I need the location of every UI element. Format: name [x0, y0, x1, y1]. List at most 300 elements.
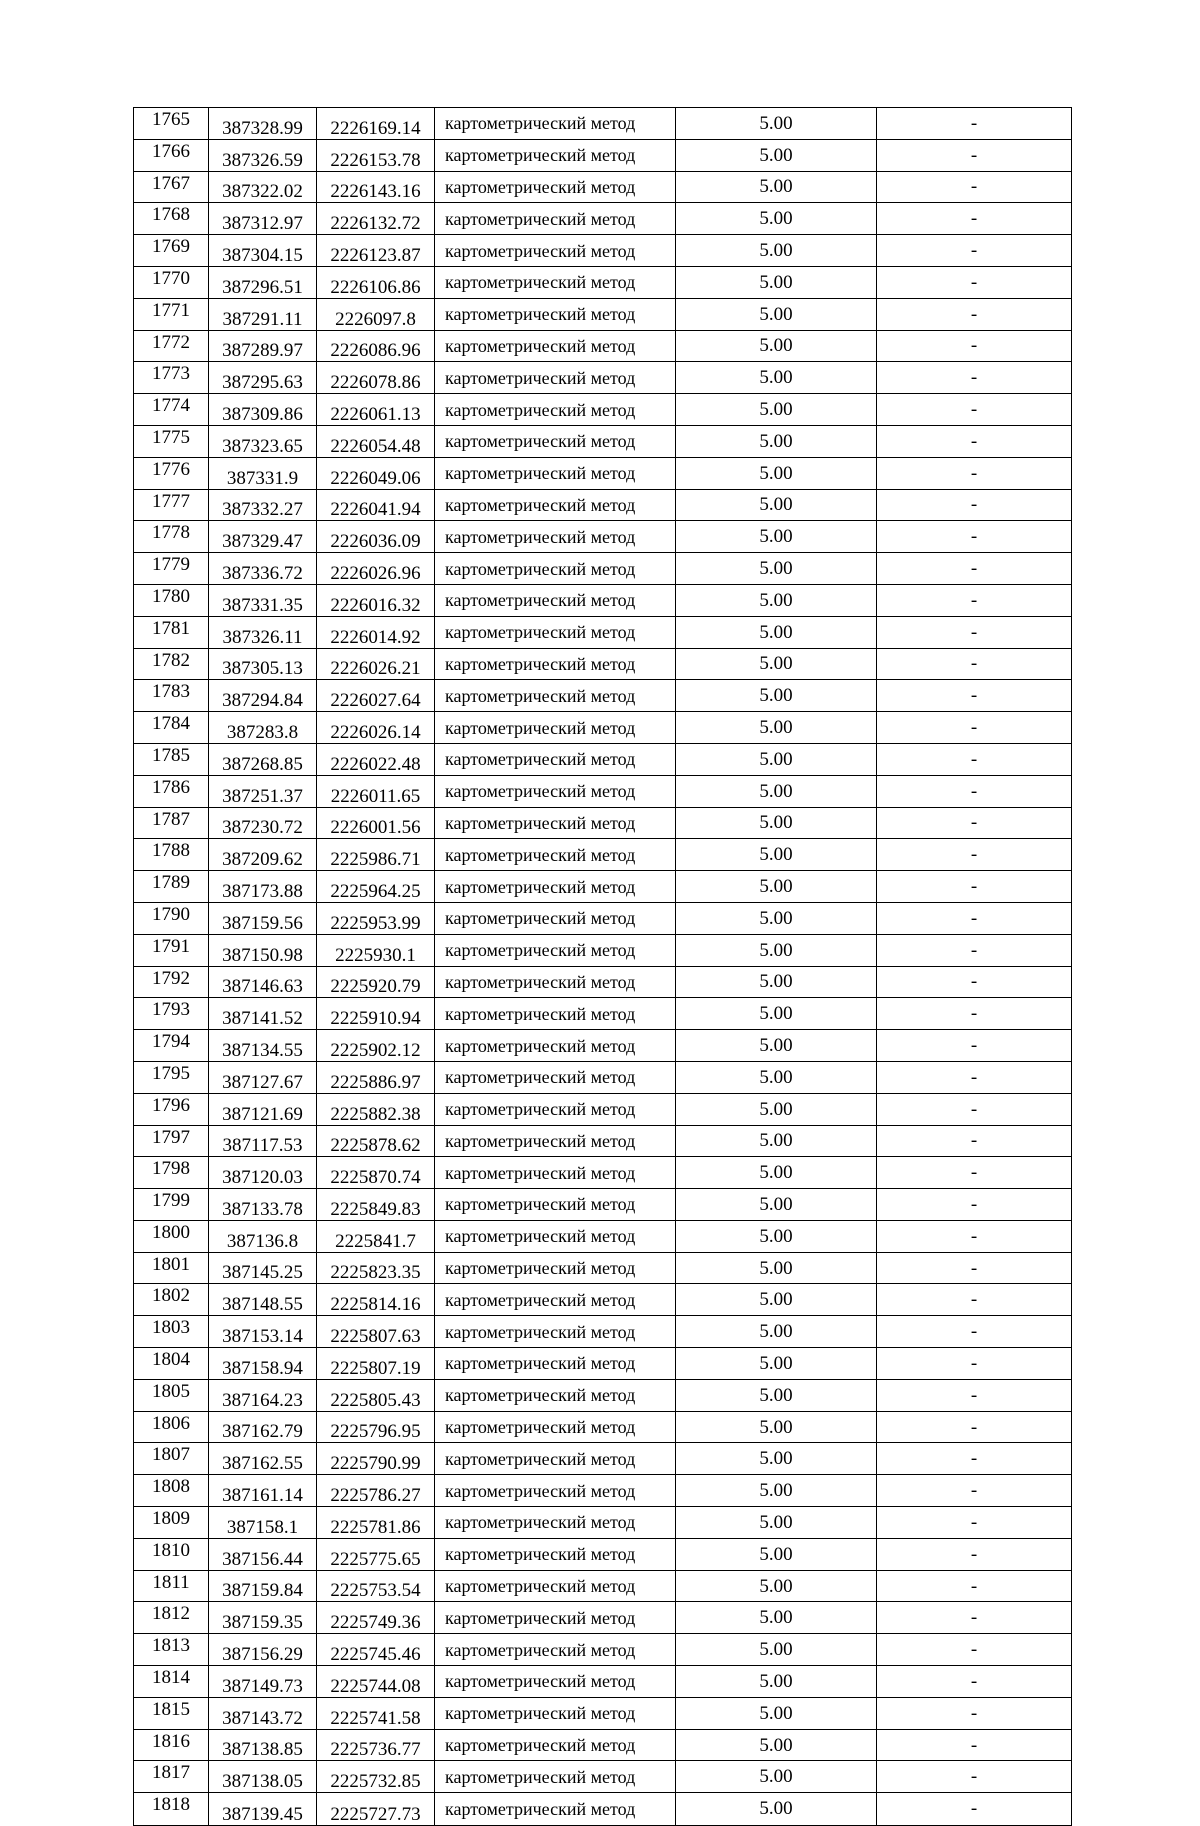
x-coordinate-cell: 387336.72: [209, 553, 317, 585]
accuracy-cell: 5.00: [676, 1475, 877, 1507]
accuracy-cell: 5.00: [676, 425, 877, 457]
note-cell: -: [877, 1411, 1072, 1443]
table-row: [134, 171, 1072, 203]
accuracy-cell: 5.00: [676, 584, 877, 616]
method-cell: картометрический метод: [435, 902, 676, 934]
table-row: [134, 298, 1072, 330]
table-row: [134, 871, 1072, 903]
point-number-cell: 1797: [134, 1125, 209, 1157]
y-coordinate-cell: 2226054.48: [317, 425, 435, 457]
y-coordinate-cell: 2226026.96: [317, 553, 435, 585]
point-number-cell: 1801: [134, 1252, 209, 1284]
point-number-cell: 1813: [134, 1634, 209, 1666]
accuracy-cell: 5.00: [676, 807, 877, 839]
x-coordinate-cell: 387159.35: [209, 1602, 317, 1634]
x-coordinate-cell: 387309.86: [209, 394, 317, 426]
point-number-cell: 1788: [134, 839, 209, 871]
accuracy-cell: 5.00: [676, 1761, 877, 1793]
y-coordinate-cell: 2226086.96: [317, 330, 435, 362]
y-coordinate-cell: 2226169.14: [317, 108, 435, 140]
x-coordinate-cell: 387294.84: [209, 680, 317, 712]
point-number-cell: 1812: [134, 1602, 209, 1634]
y-coordinate-cell: 2226026.21: [317, 648, 435, 680]
point-number-cell: 1791: [134, 934, 209, 966]
accuracy-cell: 5.00: [676, 457, 877, 489]
note-cell: -: [877, 203, 1072, 235]
table-row: [134, 1697, 1072, 1729]
note-cell: -: [877, 1379, 1072, 1411]
point-number-cell: 1786: [134, 775, 209, 807]
table-row: [134, 966, 1072, 998]
coordinates-table-body: [134, 108, 1072, 1826]
table-row: [134, 1411, 1072, 1443]
y-coordinate-cell: 2225749.36: [317, 1602, 435, 1634]
y-coordinate-cell: 2225870.74: [317, 1157, 435, 1189]
table-row: [134, 1189, 1072, 1221]
x-coordinate-cell: 387149.73: [209, 1666, 317, 1698]
x-coordinate-cell: 387117.53: [209, 1125, 317, 1157]
table-row: [134, 362, 1072, 394]
method-cell: картометрический метод: [435, 330, 676, 362]
method-cell: картометрический метод: [435, 489, 676, 521]
y-coordinate-cell: 2225796.95: [317, 1411, 435, 1443]
accuracy-cell: 5.00: [676, 1697, 877, 1729]
note-cell: -: [877, 839, 1072, 871]
method-cell: картометрический метод: [435, 362, 676, 394]
x-coordinate-cell: 387268.85: [209, 743, 317, 775]
x-coordinate-cell: 387162.79: [209, 1411, 317, 1443]
y-coordinate-cell: 2226001.56: [317, 807, 435, 839]
accuracy-cell: 5.00: [676, 139, 877, 171]
x-coordinate-cell: 387305.13: [209, 648, 317, 680]
table-row: [134, 521, 1072, 553]
note-cell: -: [877, 902, 1072, 934]
table-row: [134, 489, 1072, 521]
note-cell: -: [877, 1061, 1072, 1093]
x-coordinate-cell: 387127.67: [209, 1061, 317, 1093]
method-cell: картометрический метод: [435, 394, 676, 426]
x-coordinate-cell: 387329.47: [209, 521, 317, 553]
table-row: [134, 584, 1072, 616]
note-cell: -: [877, 1729, 1072, 1761]
accuracy-cell: 5.00: [676, 712, 877, 744]
note-cell: -: [877, 1793, 1072, 1826]
note-cell: -: [877, 1697, 1072, 1729]
table-row: [134, 266, 1072, 298]
method-cell: картометрический метод: [435, 298, 676, 330]
point-number-cell: 1803: [134, 1316, 209, 1348]
y-coordinate-cell: 2225920.79: [317, 966, 435, 998]
note-cell: -: [877, 1538, 1072, 1570]
method-cell: картометрический метод: [435, 1793, 676, 1826]
y-coordinate-cell: 2226143.16: [317, 171, 435, 203]
method-cell: картометрический метод: [435, 584, 676, 616]
accuracy-cell: 5.00: [676, 553, 877, 585]
point-number-cell: 1806: [134, 1411, 209, 1443]
point-number-cell: 1799: [134, 1189, 209, 1221]
note-cell: -: [877, 425, 1072, 457]
coordinates-table: [133, 107, 1072, 1826]
y-coordinate-cell: 2226132.72: [317, 203, 435, 235]
x-coordinate-cell: 387326.59: [209, 139, 317, 171]
note-cell: -: [877, 998, 1072, 1030]
note-cell: -: [877, 1761, 1072, 1793]
accuracy-cell: 5.00: [676, 775, 877, 807]
method-cell: картометрический метод: [435, 1348, 676, 1380]
note-cell: -: [877, 1189, 1072, 1221]
method-cell: картометрический метод: [435, 425, 676, 457]
point-number-cell: 1774: [134, 394, 209, 426]
y-coordinate-cell: 2226036.09: [317, 521, 435, 553]
point-number-cell: 1814: [134, 1666, 209, 1698]
table-row: [134, 1093, 1072, 1125]
y-coordinate-cell: 2225744.08: [317, 1666, 435, 1698]
method-cell: картометрический метод: [435, 108, 676, 140]
accuracy-cell: 5.00: [676, 648, 877, 680]
method-cell: картометрический метод: [435, 1411, 676, 1443]
note-cell: -: [877, 171, 1072, 203]
table-row: [134, 1348, 1072, 1380]
point-number-cell: 1796: [134, 1093, 209, 1125]
point-number-cell: 1790: [134, 902, 209, 934]
x-coordinate-cell: 387332.27: [209, 489, 317, 521]
table-row: [134, 934, 1072, 966]
method-cell: картометрический метод: [435, 1538, 676, 1570]
note-cell: -: [877, 1507, 1072, 1539]
y-coordinate-cell: 2226011.65: [317, 775, 435, 807]
x-coordinate-cell: 387312.97: [209, 203, 317, 235]
point-number-cell: 1808: [134, 1475, 209, 1507]
accuracy-cell: 5.00: [676, 235, 877, 267]
x-coordinate-cell: 387136.8: [209, 1220, 317, 1252]
table-row: [134, 902, 1072, 934]
method-cell: картометрический метод: [435, 839, 676, 871]
accuracy-cell: 5.00: [676, 489, 877, 521]
x-coordinate-cell: 387159.56: [209, 902, 317, 934]
x-coordinate-cell: 387162.55: [209, 1443, 317, 1475]
point-number-cell: 1805: [134, 1379, 209, 1411]
note-cell: -: [877, 712, 1072, 744]
note-cell: -: [877, 330, 1072, 362]
point-number-cell: 1780: [134, 584, 209, 616]
table-row: [134, 775, 1072, 807]
note-cell: -: [877, 616, 1072, 648]
x-coordinate-cell: 387209.62: [209, 839, 317, 871]
accuracy-cell: 5.00: [676, 266, 877, 298]
note-cell: -: [877, 966, 1072, 998]
x-coordinate-cell: 387291.11: [209, 298, 317, 330]
table-row: [134, 139, 1072, 171]
method-cell: картометрический метод: [435, 1189, 676, 1221]
accuracy-cell: 5.00: [676, 362, 877, 394]
table-row: [134, 1507, 1072, 1539]
x-coordinate-cell: 387121.69: [209, 1093, 317, 1125]
point-number-cell: 1816: [134, 1729, 209, 1761]
table-row: [134, 1252, 1072, 1284]
y-coordinate-cell: 2225910.94: [317, 998, 435, 1030]
table-row: [134, 616, 1072, 648]
y-coordinate-cell: 2225986.71: [317, 839, 435, 871]
y-coordinate-cell: 2226027.64: [317, 680, 435, 712]
method-cell: картометрический метод: [435, 1602, 676, 1634]
method-cell: картометрический метод: [435, 807, 676, 839]
method-cell: картометрический метод: [435, 680, 676, 712]
x-coordinate-cell: 387145.25: [209, 1252, 317, 1284]
point-number-cell: 1792: [134, 966, 209, 998]
accuracy-cell: 5.00: [676, 1189, 877, 1221]
table-row: [134, 1125, 1072, 1157]
table-row: [134, 1666, 1072, 1698]
y-coordinate-cell: 2226061.13: [317, 394, 435, 426]
accuracy-cell: 5.00: [676, 1507, 877, 1539]
point-number-cell: 1784: [134, 712, 209, 744]
method-cell: картометрический метод: [435, 1729, 676, 1761]
x-coordinate-cell: 387328.99: [209, 108, 317, 140]
note-cell: -: [877, 521, 1072, 553]
point-number-cell: 1793: [134, 998, 209, 1030]
y-coordinate-cell: 2225882.38: [317, 1093, 435, 1125]
x-coordinate-cell: 387323.65: [209, 425, 317, 457]
method-cell: картометрический метод: [435, 1093, 676, 1125]
accuracy-cell: 5.00: [676, 1030, 877, 1062]
accuracy-cell: 5.00: [676, 998, 877, 1030]
note-cell: -: [877, 680, 1072, 712]
table-row: [134, 1030, 1072, 1062]
method-cell: картометрический метод: [435, 1507, 676, 1539]
note-cell: -: [877, 266, 1072, 298]
table-row: [134, 1602, 1072, 1634]
x-coordinate-cell: 387326.11: [209, 616, 317, 648]
note-cell: -: [877, 1157, 1072, 1189]
accuracy-cell: 5.00: [676, 1634, 877, 1666]
point-number-cell: 1802: [134, 1284, 209, 1316]
x-coordinate-cell: 387156.44: [209, 1538, 317, 1570]
table-row: [134, 425, 1072, 457]
y-coordinate-cell: 2225964.25: [317, 871, 435, 903]
y-coordinate-cell: 2225841.7: [317, 1220, 435, 1252]
note-cell: -: [877, 807, 1072, 839]
y-coordinate-cell: 2225814.16: [317, 1284, 435, 1316]
x-coordinate-cell: 387120.03: [209, 1157, 317, 1189]
y-coordinate-cell: 2225745.46: [317, 1634, 435, 1666]
table-row: [134, 648, 1072, 680]
note-cell: -: [877, 1348, 1072, 1380]
note-cell: -: [877, 108, 1072, 140]
accuracy-cell: 5.00: [676, 1793, 877, 1826]
method-cell: картометрический метод: [435, 966, 676, 998]
table-row: [134, 394, 1072, 426]
y-coordinate-cell: 2226026.14: [317, 712, 435, 744]
table-row: [134, 108, 1072, 140]
point-number-cell: 1771: [134, 298, 209, 330]
table-row: [134, 203, 1072, 235]
note-cell: -: [877, 871, 1072, 903]
note-cell: -: [877, 1284, 1072, 1316]
x-coordinate-cell: 387161.14: [209, 1475, 317, 1507]
x-coordinate-cell: 387164.23: [209, 1379, 317, 1411]
accuracy-cell: 5.00: [676, 616, 877, 648]
method-cell: картометрический метод: [435, 139, 676, 171]
method-cell: картометрический метод: [435, 648, 676, 680]
method-cell: картометрический метод: [435, 616, 676, 648]
table-row: [134, 1061, 1072, 1093]
point-number-cell: 1785: [134, 743, 209, 775]
note-cell: -: [877, 584, 1072, 616]
point-number-cell: 1800: [134, 1220, 209, 1252]
method-cell: картометрический метод: [435, 998, 676, 1030]
x-coordinate-cell: 387283.8: [209, 712, 317, 744]
accuracy-cell: 5.00: [676, 743, 877, 775]
x-coordinate-cell: 387133.78: [209, 1189, 317, 1221]
x-coordinate-cell: 387158.94: [209, 1348, 317, 1380]
note-cell: -: [877, 489, 1072, 521]
note-cell: -: [877, 139, 1072, 171]
method-cell: картометрический метод: [435, 457, 676, 489]
x-coordinate-cell: 387141.52: [209, 998, 317, 1030]
note-cell: -: [877, 1220, 1072, 1252]
y-coordinate-cell: 2226097.8: [317, 298, 435, 330]
method-cell: картометрический метод: [435, 1030, 676, 1062]
point-number-cell: 1817: [134, 1761, 209, 1793]
table-row: [134, 712, 1072, 744]
y-coordinate-cell: 2225786.27: [317, 1475, 435, 1507]
x-coordinate-cell: 387304.15: [209, 235, 317, 267]
note-cell: -: [877, 1602, 1072, 1634]
accuracy-cell: 5.00: [676, 934, 877, 966]
table-row: [134, 1761, 1072, 1793]
accuracy-cell: 5.00: [676, 1284, 877, 1316]
table-row: [134, 1157, 1072, 1189]
table-row: [134, 1220, 1072, 1252]
method-cell: картометрический метод: [435, 266, 676, 298]
note-cell: -: [877, 743, 1072, 775]
x-coordinate-cell: 387322.02: [209, 171, 317, 203]
y-coordinate-cell: 2226123.87: [317, 235, 435, 267]
y-coordinate-cell: 2226022.48: [317, 743, 435, 775]
note-cell: -: [877, 1443, 1072, 1475]
note-cell: -: [877, 1125, 1072, 1157]
method-cell: картометрический метод: [435, 1125, 676, 1157]
table-row: [134, 330, 1072, 362]
accuracy-cell: 5.00: [676, 298, 877, 330]
method-cell: картометрический метод: [435, 203, 676, 235]
accuracy-cell: 5.00: [676, 171, 877, 203]
accuracy-cell: 5.00: [676, 1443, 877, 1475]
y-coordinate-cell: 2225775.65: [317, 1538, 435, 1570]
point-number-cell: 1789: [134, 871, 209, 903]
accuracy-cell: 5.00: [676, 1729, 877, 1761]
accuracy-cell: 5.00: [676, 1348, 877, 1380]
method-cell: картометрический метод: [435, 775, 676, 807]
accuracy-cell: 5.00: [676, 1125, 877, 1157]
point-number-cell: 1773: [134, 362, 209, 394]
method-cell: картометрический метод: [435, 1252, 676, 1284]
point-number-cell: 1782: [134, 648, 209, 680]
point-number-cell: 1766: [134, 139, 209, 171]
point-number-cell: 1779: [134, 553, 209, 585]
accuracy-cell: 5.00: [676, 902, 877, 934]
table-row: [134, 553, 1072, 585]
note-cell: -: [877, 1666, 1072, 1698]
accuracy-cell: 5.00: [676, 839, 877, 871]
note-cell: -: [877, 1093, 1072, 1125]
note-cell: -: [877, 648, 1072, 680]
point-number-cell: 1770: [134, 266, 209, 298]
accuracy-cell: 5.00: [676, 1093, 877, 1125]
table-row: [134, 235, 1072, 267]
method-cell: картометрический метод: [435, 1220, 676, 1252]
point-number-cell: 1794: [134, 1030, 209, 1062]
accuracy-cell: 5.00: [676, 203, 877, 235]
y-coordinate-cell: 2225953.99: [317, 902, 435, 934]
table-row: [134, 1634, 1072, 1666]
method-cell: картометрический метод: [435, 1443, 676, 1475]
point-number-cell: 1798: [134, 1157, 209, 1189]
accuracy-cell: 5.00: [676, 1666, 877, 1698]
method-cell: картометрический метод: [435, 1284, 676, 1316]
x-coordinate-cell: 387148.55: [209, 1284, 317, 1316]
table-row: [134, 807, 1072, 839]
accuracy-cell: 5.00: [676, 1538, 877, 1570]
point-number-cell: 1765: [134, 108, 209, 140]
table-row: [134, 1729, 1072, 1761]
accuracy-cell: 5.00: [676, 1602, 877, 1634]
point-number-cell: 1767: [134, 171, 209, 203]
y-coordinate-cell: 2225781.86: [317, 1507, 435, 1539]
table-row: [134, 1284, 1072, 1316]
x-coordinate-cell: 387295.63: [209, 362, 317, 394]
table-row: [134, 1316, 1072, 1348]
table-row: [134, 1793, 1072, 1826]
y-coordinate-cell: 2226041.94: [317, 489, 435, 521]
point-number-cell: 1776: [134, 457, 209, 489]
point-number-cell: 1811: [134, 1570, 209, 1602]
method-cell: картометрический метод: [435, 1379, 676, 1411]
accuracy-cell: 5.00: [676, 1316, 877, 1348]
note-cell: -: [877, 1030, 1072, 1062]
x-coordinate-cell: 387173.88: [209, 871, 317, 903]
method-cell: картометрический метод: [435, 553, 676, 585]
point-number-cell: 1778: [134, 521, 209, 553]
y-coordinate-cell: 2226106.86: [317, 266, 435, 298]
note-cell: -: [877, 775, 1072, 807]
point-number-cell: 1775: [134, 425, 209, 457]
method-cell: картометрический метод: [435, 235, 676, 267]
y-coordinate-cell: 2225886.97: [317, 1061, 435, 1093]
note-cell: -: [877, 457, 1072, 489]
table-row: [134, 1379, 1072, 1411]
table-row: [134, 680, 1072, 712]
point-number-cell: 1804: [134, 1348, 209, 1380]
y-coordinate-cell: 2226078.86: [317, 362, 435, 394]
point-number-cell: 1815: [134, 1697, 209, 1729]
method-cell: картометрический метод: [435, 1666, 676, 1698]
y-coordinate-cell: 2225878.62: [317, 1125, 435, 1157]
method-cell: картометрический метод: [435, 171, 676, 203]
note-cell: -: [877, 1252, 1072, 1284]
y-coordinate-cell: 2225930.1: [317, 934, 435, 966]
point-number-cell: 1783: [134, 680, 209, 712]
point-number-cell: 1768: [134, 203, 209, 235]
point-number-cell: 1807: [134, 1443, 209, 1475]
x-coordinate-cell: 387156.29: [209, 1634, 317, 1666]
x-coordinate-cell: 387251.37: [209, 775, 317, 807]
method-cell: картометрический метод: [435, 521, 676, 553]
x-coordinate-cell: 387150.98: [209, 934, 317, 966]
point-number-cell: 1818: [134, 1793, 209, 1826]
y-coordinate-cell: 2225807.19: [317, 1348, 435, 1380]
y-coordinate-cell: 2225807.63: [317, 1316, 435, 1348]
